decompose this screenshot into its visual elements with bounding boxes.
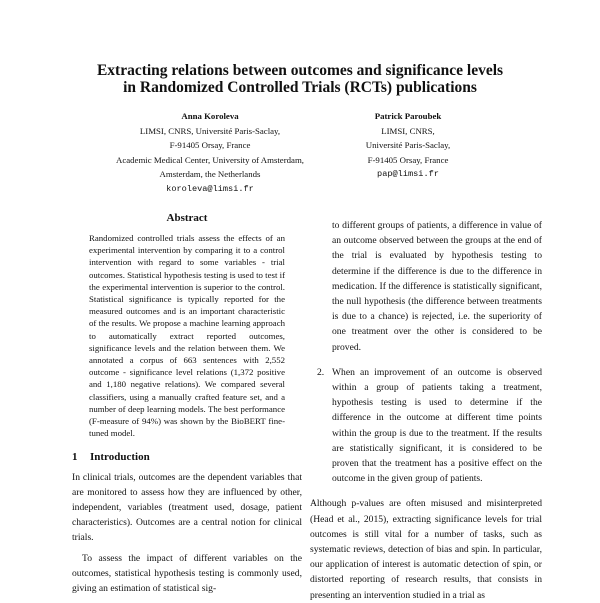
author-block-2 [318,109,498,182]
author-name: Patrick Paroubek [374,111,442,121]
author-affiliation: LIMSI, CNRS, [381,125,435,136]
body-paragraph: Although p-values are often misused and misinterpreted (Head et al., 2015), extracting significance levels for trial outcomes is still vital for a number of tasks, such as systematic reviews, detection of bias and spin. In particular, our application of interest is automatic detection of spin, or distorted reporting of research results, that consists in presenting an intervention studied in a trial as [310,498,542,601]
author-affiliation: LIMSI, CNRS, Université Paris-Saclay, [139,125,281,136]
left-column [72,212,302,596]
abstract-text: Randomized controlled trials assess the effects of an experimental intervention by comparing it to a control intervention with regard to some variables - trial outcomes. Statistical hypothesis testing is used to test if the experimental intervention is superior to the control. Statistical significance is typically reported for the measured outcomes and is an important characteristic of the results. We propose a machine learning approach to automatically extract reported outcomes, significance levels and the relation between them. We annotated a corpus of 663 sentences with 2,552 outcome - significance level relations (1,372 positive and 1,180 negative relations). We compared several classifiers, using a manually crafted feature set, and a number of deep learning models. The best performance (F-measure of 94%) was shown by the BioBERT fine-tuned model. [89,233,285,439]
section-number: 1 [72,451,78,464]
list-item-2 [310,365,542,487]
list-item-text: When an improvement of an outcome is observed within a group of patients taking a treatment, hypothesis testing is used to determine if the difference in the outcome at different time points within the group is due to the treatment. If the results are statistically significant, it is considered to be proven that the treatment has a positive effect on the outcome in the given group of patients. [332,366,542,485]
right-column [310,218,542,603]
intro-paragraph-2: To assess the impact of different variables on the outcomes, statistical hypothesis testing is commonly used, giving an estimation of statistical sig- [72,553,302,595]
author-block-1 [90,109,330,197]
author-affiliation: F-91405 Orsay, France [169,140,251,151]
list-marker: 2. [317,366,325,378]
author-affiliation: Amsterdam, the Netherlands [159,169,261,180]
author-affiliation: Université Paris-Saclay, [365,140,451,151]
author-email[interactable]: pap@limsi.fr [377,169,439,180]
intro-paragraph-1: In clinical trials, outcomes are the dependent variables that are monitored to assess how they are influenced by other, independent, variables (treatment used, dosage, patient characteristics). Outcomes are a central notion for clinical trials. [72,472,302,544]
author-email[interactable]: koroleva@limsi.fr [166,183,254,194]
title-line-1: Extracting relations between outcomes and significance levels [96,62,504,79]
author-name: Anna Koroleva [181,111,239,121]
author-affiliation: F-91405 Orsay, France [367,154,449,165]
paper-title [40,62,560,96]
list-item-1-continuation: to different groups of patients, a difference in value of an outcome observed between the groups at the end of the trial is evaluated by hypothesis testing to determine if the difference is due to the difference in medication. If the difference is statistically significant, the null hypothesis (the difference between treatments is due to a chance) is rejected, i.e. the superiority of one treatment over the other is considered to be proved. [332,220,542,353]
section-title: Introduction [90,451,150,464]
title-line-2: in Randomized Controlled Trials (RCTs) publications [123,79,477,96]
author-affiliation: Academic Medical Center, University of Amsterdam, [116,154,304,165]
section-heading-introduction [72,451,302,463]
abstract-heading: Abstract [166,212,208,224]
